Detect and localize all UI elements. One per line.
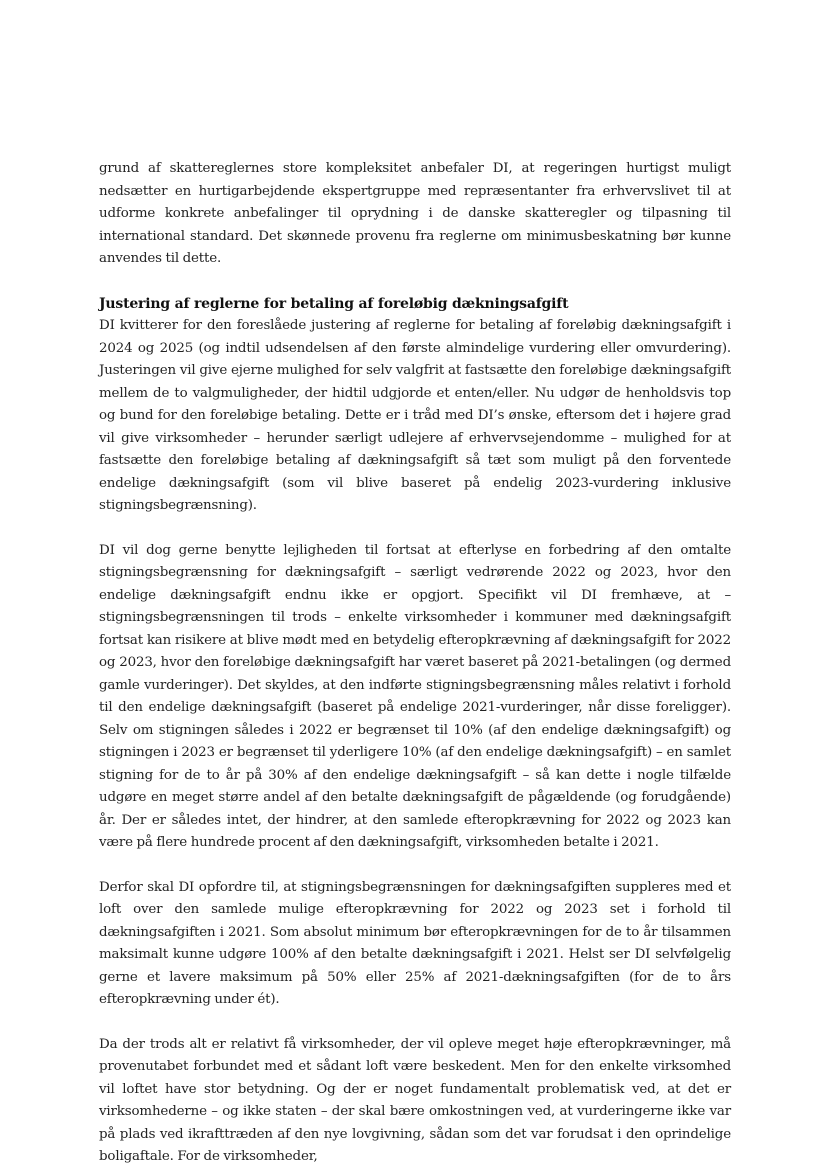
paragraph-gap <box>99 855 731 877</box>
paragraph-gap <box>99 271 731 293</box>
paragraph-provenutab: Da der trods alt er relativt få virksomheder, der vil opleve meget høje efteropkrævninger, må provenutabet forbundet med et sådant loft være beskedent. Men for den enkelte virksomhed vil loftet have stor betydning. Og der er noget fundamentalt problematisk ved, at det er virksomhederne – og ikke staten – der skal bære omkostningen ved, at vurderingerne ikke var på plads ved ikrafttræden af den nye lovgivning, sådan som det var forudsat i den oprindelige boligaftale. For de virksomheder, <box>99 1036 731 1164</box>
paragraph-loft: Derfor skal DI opfordre til, at stigningsbegrænsningen for dækningsafgiften suppleres med et loft over den samlede mulige efteropkrævning for 2022 og 2023 set i forhold til dækningsafgiften i 2021. Som absolut minimum bør efteropkrævningen for de to år tilsammen maksimalt kunne udgøre 100% af den betalte dækningsafgift i 2021. Helst ser DI selvfølgelig gerne et lavere maksimum på 50% eller 25% af 2021-dækningsafgiften (for de to års efteropkrævning under ét). <box>99 879 731 1007</box>
document-body <box>99 158 731 1169</box>
section-heading: Justering af reglerne for betaling af foreløbig dækningsafgift <box>99 295 569 312</box>
paragraph-gap <box>99 518 731 540</box>
paragraph-expert-group: grund af skattereglernes store kompleksitet anbefaler DI, at regeringen hurtigst muligt nedsætter en hurtigarbejdende ekspertgruppe med repræsentanter fra erhvervslivet til at udforme konkrete anbefalinger til oprydning i de danske skatteregler og tilpasning til international standard. Det skønnede provenu fra reglerne om minimusbeskatning bør kunne anvendes til dette. <box>99 161 731 266</box>
paragraph-stigningsbegraensning: DI vil dog gerne benytte lejligheden til fortsat at efterlyse en forbedring af den omtalte stigningsbegrænsning for dækningsafgift – særligt vedrørende 2022 og 2023, hvor den endelige dækningsafgift endnu ikke er opgjort. Specifikt vil DI fremhæve, at – stigningsbegrænsningen til trods – enkelte virksomheder i kommuner med dækningsafgift fortsat kan risikere at blive mødt med en betydelig efteropkrævning af dækningsafgift for 2022 og 2023, hvor den foreløbige dækningsafgift har været baseret på 2021-betalingen (og dermed gamle vurderinger). Det skyldes, at den indførte stigningsbegrænsning måles relativt i forhold til den endelige dækningsafgift (baseret på endelige 2021-vurderinger, når disse foreligger). Selv om stigningen således i 2022 er begrænset til 10% (af den endelige dækningsafgift) og stigningen i 2023 er begrænset til yderligere 10% (af den endelige dækningsafgift) – en samlet stigning for de to år på 30% af den endelige dækningsafgift – så kan dette i nogle tilfælde udgøre en meget større andel af den betalte dækningsafgift de pågældende (og forudgående) år. Der er således intet, der hindrer, at den samlede efteropkrævning for 2022 og 2023 kan være på flere hundrede procent af den dækningsafgift, virksomheden betalte i 2021. <box>99 542 731 850</box>
paragraph-justering: DI kvitterer for den foreslåede justering af reglerne for betaling af foreløbig dækningsafgift i 2024 og 2025 (og indtil udsendelsen af den første almindelige vurdering eller omvurdering). Justeringen vil give ejerne mulighed for selv valgfrit at fastsætte den foreløbige dækningsafgift mellem de to valgmuligheder, der hidtil udgjorde et enten/eller. Nu udgør de henholdsvis top og bund for den foreløbige betaling. Dette er i tråd med DI’s ønske, eftersom det i højere grad vil give virksomheder – herunder særligt udlejere af erhvervsejendomme – mulighed for at fastsætte den foreløbige betaling af dækningsafgift så tæt som muligt på den forventede endelige dækningsafgift (som vil blive baseret på endelig 2023-vurdering inklusive stigningsbegrænsning). <box>99 318 731 513</box>
paragraph-gap <box>99 1012 731 1034</box>
